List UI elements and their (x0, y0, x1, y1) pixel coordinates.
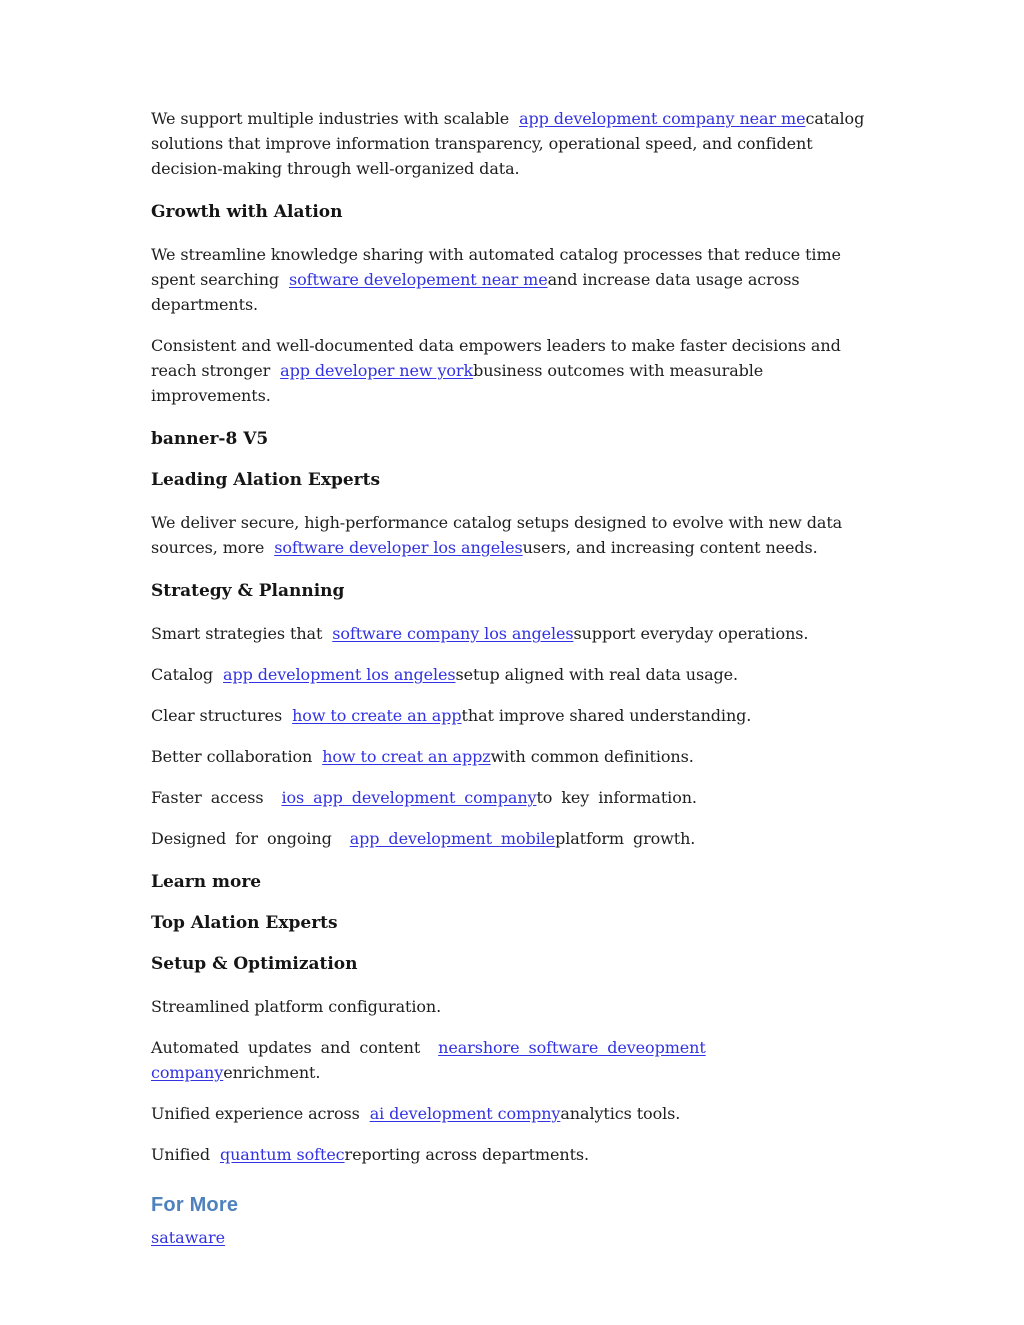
inline-link[interactable]: app development company near me (519, 109, 806, 128)
text-run: Learn more (151, 872, 262, 892)
sataware-link[interactable]: sataware (151, 1228, 226, 1247)
text-run: Unified (151, 1145, 220, 1164)
inline-link[interactable]: software company los angeles (332, 624, 574, 643)
inline-link[interactable]: ios app development company (281, 788, 537, 807)
section-heading (151, 914, 873, 933)
text-run: Streamlined platform configuration. (151, 997, 442, 1016)
text-run: Clear structures (151, 706, 293, 725)
text-run: We streamline knowledge sharing with automated catalog processes that reduce time spent searching (151, 245, 841, 289)
text-run: Catalog (151, 665, 224, 684)
inline-link[interactable]: ai development compny (369, 1104, 561, 1123)
text-run: Strategy & Planning (151, 581, 345, 601)
text-run: with common definitions. (490, 747, 694, 766)
text-run: Leading Alation Experts (151, 470, 381, 490)
inline-link[interactable]: app development los angeles (223, 665, 456, 684)
inline-link[interactable]: software developement near me (289, 270, 548, 289)
inline-link[interactable]: nearshore software deveopment company (151, 1038, 706, 1082)
section-heading (151, 955, 873, 974)
text-run: platform growth. (555, 829, 696, 848)
text-run: Top Alation Experts (151, 913, 338, 933)
section-heading (151, 471, 873, 490)
paragraph (151, 744, 873, 769)
text-run: For More (151, 1194, 239, 1216)
paragraph (151, 785, 873, 810)
text-run: We support multiple industries with scalable (151, 109, 520, 128)
text-run: that improve shared understanding. (461, 706, 752, 725)
for-more-heading (151, 1193, 873, 1217)
paragraph (151, 621, 873, 646)
paragraph (151, 242, 873, 317)
text-run: Faster access (151, 788, 282, 807)
text-run: catalog solutions that improve information transparency, operational speed, and confident decision-making through well-organized data. (151, 109, 865, 178)
paragraph (151, 703, 873, 728)
section-heading (151, 203, 873, 222)
text-run: analytics tools. (560, 1104, 681, 1123)
paragraph (151, 106, 873, 181)
text-run: support everyday operations. (573, 624, 809, 643)
text-run: Smart strategies that (151, 624, 333, 643)
text-run: enrichment. (223, 1063, 321, 1082)
inline-link[interactable]: app developer new york (280, 361, 474, 380)
link-line (151, 1225, 873, 1250)
paragraph (151, 994, 873, 1019)
text-run: to key information. (536, 788, 697, 807)
text-run: Consistent and well-documented data empowers leaders to make faster decisions and reach stronger (151, 336, 841, 380)
text-run: banner-8 V5 (151, 429, 269, 449)
text-run: Unified experience across (151, 1104, 370, 1123)
section-heading (151, 430, 873, 449)
paragraph (151, 826, 873, 851)
paragraph (151, 1142, 873, 1167)
text-run: business outcomes with measurable improvements. (151, 361, 764, 405)
paragraph (151, 510, 873, 560)
text-run: and increase data usage across departments. (151, 270, 800, 314)
inline-link[interactable]: app development mobile (349, 829, 556, 848)
text-run: Setup & Optimization (151, 954, 358, 974)
text-run: Better collaboration (151, 747, 323, 766)
inline-link[interactable]: how to create an app (292, 706, 462, 725)
paragraph (151, 1035, 873, 1085)
text-run: We deliver secure, high-performance catalog setups designed to evolve with new data sources, more (151, 513, 843, 557)
text-run: setup aligned with real data usage. (455, 665, 739, 684)
paragraph (151, 662, 873, 687)
section-heading (151, 582, 873, 601)
paragraph (151, 1101, 873, 1126)
paragraph (151, 333, 873, 408)
section-heading (151, 873, 873, 892)
text-run: Automated updates and content (151, 1038, 439, 1057)
text-run: Designed for ongoing (151, 829, 350, 848)
inline-link[interactable]: software developer los angeles (274, 538, 523, 557)
inline-link[interactable]: quantum softec (219, 1145, 345, 1164)
text-run: Growth with Alation (151, 202, 343, 222)
text-run: users, and increasing content needs. (522, 538, 818, 557)
text-run: reporting across departments. (344, 1145, 589, 1164)
inline-link[interactable]: how to creat an appz (322, 747, 491, 766)
